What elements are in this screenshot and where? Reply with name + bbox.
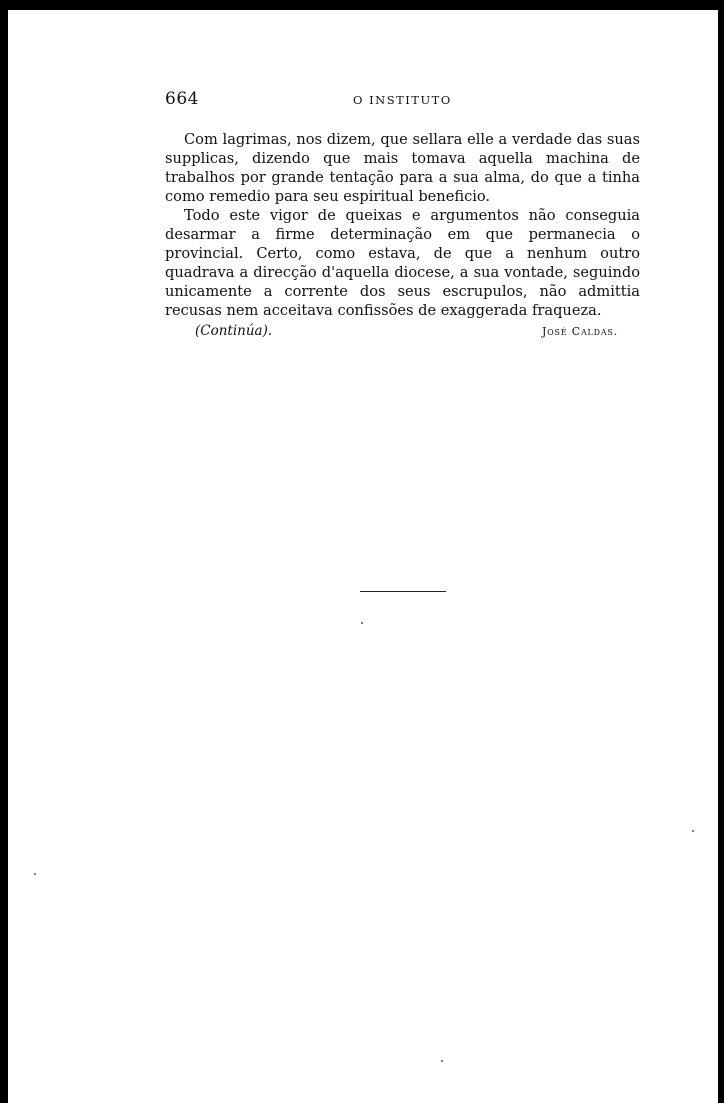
print-speck — [34, 873, 36, 875]
print-speck — [361, 622, 363, 624]
document-page — [8, 10, 718, 1103]
body-text — [165, 130, 640, 320]
section-divider — [360, 591, 446, 592]
paragraph: Todo este vigor de queixas e argumentos não conseguia desarmar a firme determinação em que permanecia o provincial. Certo, como estava, de que a nenhum outro quadrava a direcção d'aquella diocese, a sua vontade, seguindo unicamente a corrente dos seus escrupulos, não admittia recusas nem acceitava confissões de exaggerada fraqueza. — [165, 207, 640, 319]
print-speck — [441, 1060, 443, 1062]
print-speck — [692, 830, 694, 832]
author-name: José Caldas. — [541, 325, 618, 338]
page-header — [165, 89, 643, 111]
paragraph: Com lagrimas, nos dizem, que sellara elle a verdade das suas supplicas, dizendo que mais tomava aquella machina de trabalhos por grande tentação para a sua alma, do que a tinha como remedio para seu espiritual beneficio. — [165, 131, 640, 205]
page-number: 664 — [165, 89, 199, 109]
continuation-note: (Continúa). — [195, 323, 273, 339]
running-title: O INSTITUTO — [353, 93, 452, 107]
signoff — [165, 322, 643, 342]
